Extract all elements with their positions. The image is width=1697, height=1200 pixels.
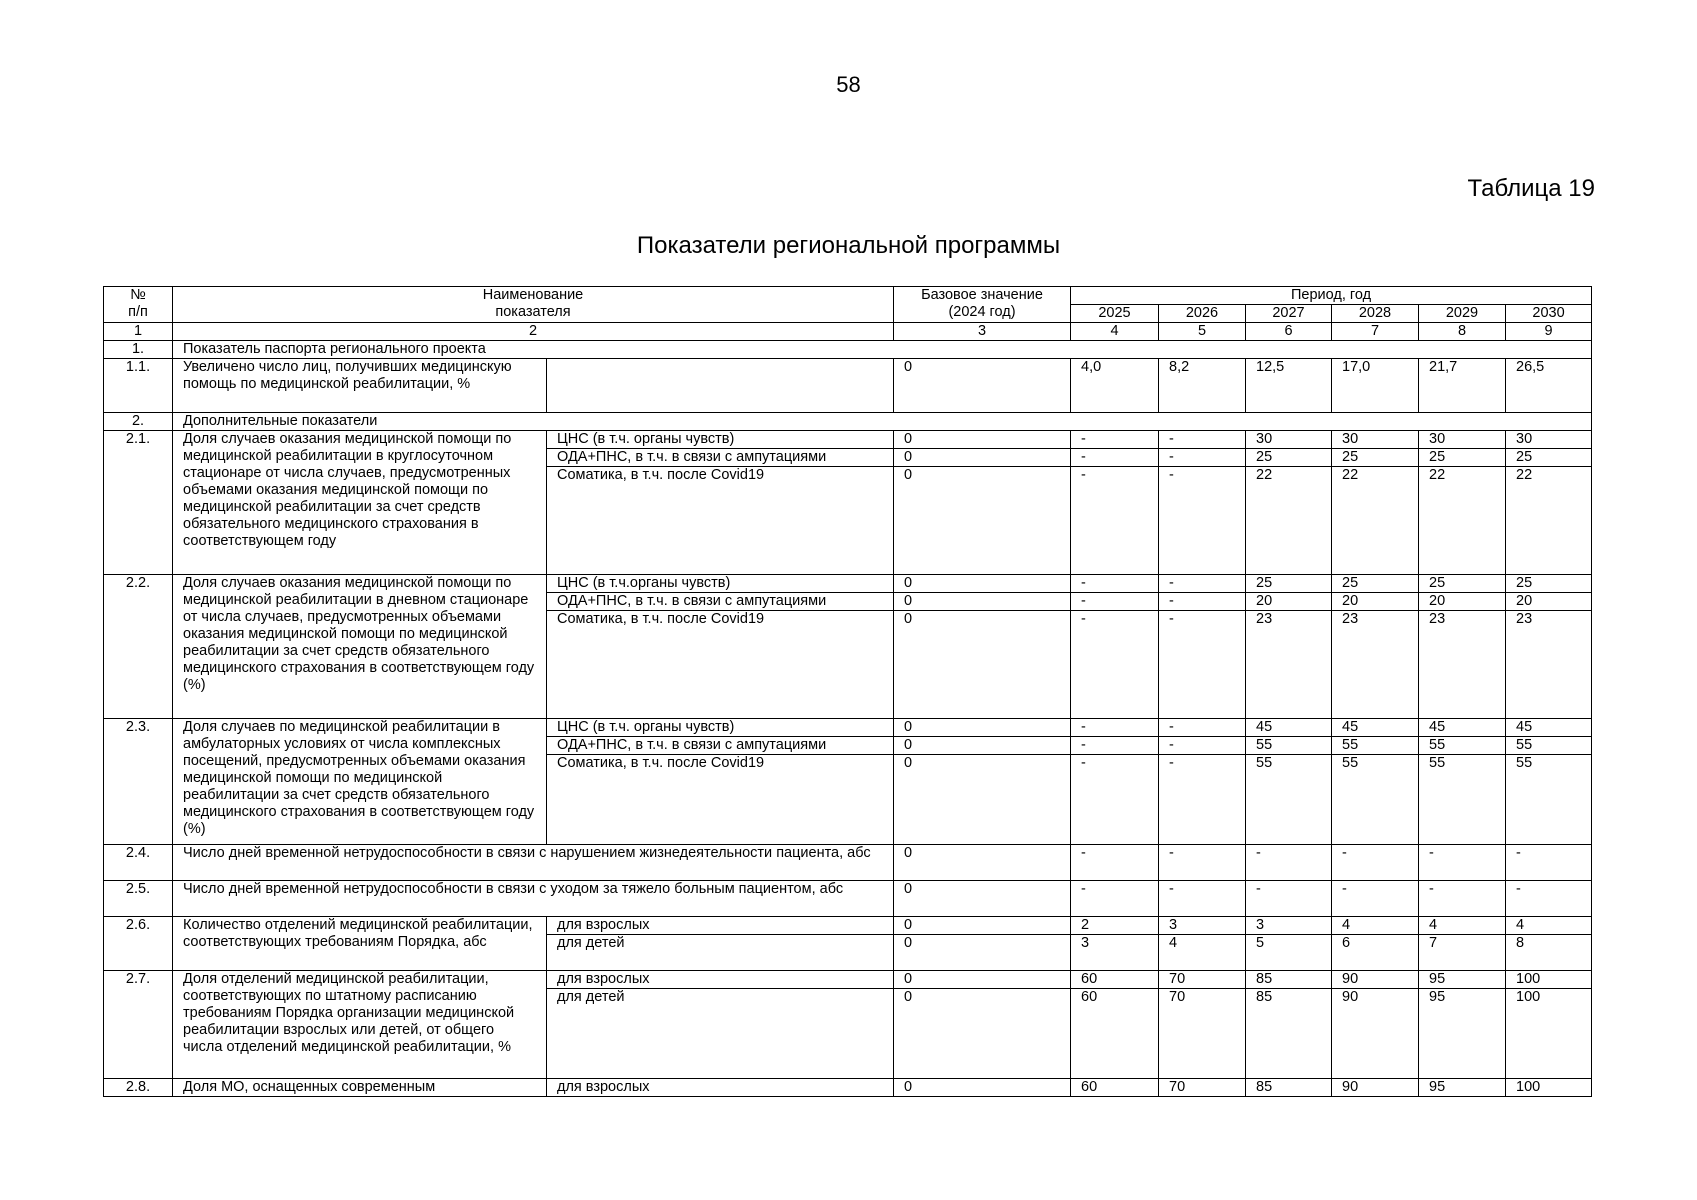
year-value-cell: 23 (1506, 611, 1592, 719)
year-value-cell: - (1506, 845, 1592, 881)
column-numbers-row (104, 323, 1592, 341)
year-value-cell: 23 (1419, 611, 1506, 719)
year-value-cell: 55 (1246, 737, 1332, 755)
year-value-cell: 25 (1506, 449, 1592, 467)
year-value-cell: 8 (1506, 935, 1592, 971)
row-number-cell: 2.1. (104, 431, 173, 575)
year-value-cell: - (1071, 611, 1159, 719)
year-value-cell: 4 (1332, 917, 1419, 935)
base-value-cell: 0 (894, 737, 1071, 755)
year-value-cell: - (1071, 449, 1159, 467)
year-value-cell: 95 (1419, 1079, 1506, 1097)
year-value-cell: 90 (1332, 971, 1419, 989)
year-value-cell: 5 (1246, 935, 1332, 971)
base-value-cell: 0 (894, 917, 1071, 935)
indicator-name-cell: Число дней временной нетрудоспособности в связи с нарушением жизнедеятельности пациента, абс (173, 845, 894, 881)
year-value-cell: 85 (1246, 989, 1332, 1079)
year-value-cell: - (1071, 881, 1159, 917)
year-value-cell: 55 (1419, 737, 1506, 755)
year-value-cell: 4,0 (1071, 359, 1159, 413)
base-value-cell: 0 (894, 845, 1071, 881)
year-value-cell: - (1159, 575, 1246, 593)
col-number: 4 (1071, 323, 1159, 341)
year-value-cell: 12,5 (1246, 359, 1332, 413)
year-value-cell: 55 (1246, 755, 1332, 845)
year-value-cell: 30 (1419, 431, 1506, 449)
indicator-sub-row (104, 719, 1592, 737)
year-value-cell: 55 (1332, 755, 1419, 845)
indicator-sub-cell: для детей (547, 989, 894, 1079)
year-value-cell: 20 (1506, 593, 1592, 611)
section-row (104, 413, 1592, 431)
section-title-cell: Показатель паспорта регионального проекта (173, 341, 1592, 359)
row-number-cell: 1.1. (104, 359, 173, 413)
year-value-cell: 70 (1159, 971, 1246, 989)
year-value-cell: - (1246, 881, 1332, 917)
year-value-cell: 100 (1506, 1079, 1592, 1097)
year-value-cell: - (1071, 755, 1159, 845)
indicator-name-cell: Доля случаев оказания медицинской помощи по медицинской реабилитации в круглосуточном стационаре от числа случаев, предусмотренных объемами оказания медицинской помощи по медицинской реабилитации за счет средств обязательного медицинского страхования в соответствующем году (173, 431, 547, 575)
col-number: 5 (1159, 323, 1246, 341)
row-number-cell: 2.2. (104, 575, 173, 719)
header-base-line1: Базовое значение (921, 287, 1043, 303)
year-value-cell: 4 (1506, 917, 1592, 935)
indicator-sub-cell: для взрослых (547, 917, 894, 935)
year-value-cell: - (1159, 881, 1246, 917)
indicator-sub-row (104, 1079, 1592, 1097)
year-value-cell: - (1332, 881, 1419, 917)
year-value-cell: 70 (1159, 989, 1246, 1079)
col-number: 9 (1506, 323, 1592, 341)
indicator-sub-cell: Соматика, в т.ч. после Covid19 (547, 611, 894, 719)
indicator-name-cell: Число дней временной нетрудоспособности в связи с уходом за тяжело больным пациентом, абс (173, 881, 894, 917)
year-value-cell: 95 (1419, 971, 1506, 989)
header-period: Период, год (1071, 287, 1592, 305)
indicator-name-cell: Доля случаев оказания медицинской помощи по медицинской реабилитации в дневном стационаре от числа случаев, предусмотренных объемами оказания медицинской помощи по медицинской реабилитации за счет средств обязательного медицинского страхования в соответствующем году (%) (173, 575, 547, 719)
year-value-cell: - (1246, 845, 1332, 881)
year-value-cell: 25 (1332, 449, 1419, 467)
header-year: 2027 (1246, 305, 1332, 323)
year-value-cell: 55 (1419, 755, 1506, 845)
base-value-cell: 0 (894, 575, 1071, 593)
header-year: 2030 (1506, 305, 1592, 323)
header-year: 2025 (1071, 305, 1159, 323)
year-value-cell: 30 (1246, 431, 1332, 449)
year-value-cell: 25 (1332, 575, 1419, 593)
header-name-cell (173, 287, 894, 323)
year-value-cell: 90 (1332, 1079, 1419, 1097)
base-value-cell: 0 (894, 755, 1071, 845)
header-row-1 (104, 287, 1592, 305)
year-value-cell: 17,0 (1332, 359, 1419, 413)
year-value-cell: - (1332, 845, 1419, 881)
year-value-cell: 100 (1506, 971, 1592, 989)
row-number-cell: 2.7. (104, 971, 173, 1079)
base-value-cell: 0 (894, 719, 1071, 737)
year-value-cell: - (1159, 737, 1246, 755)
year-value-cell: 95 (1419, 989, 1506, 1079)
year-value-cell: 20 (1246, 593, 1332, 611)
row-number-cell: 1. (104, 341, 173, 359)
document-title: Показатели региональной программы (636, 232, 1061, 259)
year-value-cell: - (1159, 431, 1246, 449)
base-value-cell: 0 (894, 971, 1071, 989)
base-value-cell: 0 (894, 1079, 1071, 1097)
header-year: 2026 (1159, 305, 1246, 323)
section-title-cell: Дополнительные показатели (173, 413, 1592, 431)
year-value-cell: 45 (1419, 719, 1506, 737)
year-value-cell: - (1071, 593, 1159, 611)
page-number: 58 (836, 72, 861, 97)
row-number-cell: 2.5. (104, 881, 173, 917)
year-value-cell: 60 (1071, 989, 1159, 1079)
table-label: Таблица 19 (1467, 175, 1595, 202)
year-value-cell: 85 (1246, 971, 1332, 989)
col-number: 3 (894, 323, 1071, 341)
year-value-cell: 7 (1419, 935, 1506, 971)
year-value-cell: 22 (1332, 467, 1419, 575)
header-num-cell (104, 287, 173, 323)
indicator-name-cell: Увеличено число лиц, получивших медицинскую помощь по медицинской реабилитации, % (173, 359, 547, 413)
year-value-cell: 23 (1332, 611, 1419, 719)
base-value-cell: 0 (894, 935, 1071, 971)
indicator-sub-cell: для детей (547, 935, 894, 971)
indicator-sub-cell: ЦНС (в т.ч.органы чувств) (547, 575, 894, 593)
year-value-cell: 30 (1506, 431, 1592, 449)
header-num-line1: № (130, 287, 146, 303)
year-value-cell: 6 (1332, 935, 1419, 971)
indicator-sub-cell: ОДА+ПНС, в т.ч. в связи с ампутациями (547, 737, 894, 755)
header-name-line2: показателя (495, 304, 571, 320)
indicator-sub-row (104, 971, 1592, 989)
year-value-cell: 20 (1419, 593, 1506, 611)
base-value-cell: 0 (894, 359, 1071, 413)
year-value-cell: 2 (1071, 917, 1159, 935)
header-year: 2028 (1332, 305, 1419, 323)
indicator-sub-row (104, 917, 1592, 935)
row-number-cell: 2.8. (104, 1079, 173, 1097)
year-value-cell: 45 (1332, 719, 1419, 737)
year-value-cell: 85 (1246, 1079, 1332, 1097)
col-number: 1 (104, 323, 173, 341)
indicator-row (104, 881, 1592, 917)
header-name-line1: Наименование (482, 287, 584, 303)
year-value-cell: - (1071, 575, 1159, 593)
indicator-sub-cell: ОДА+ПНС, в т.ч. в связи с ампутациями (547, 593, 894, 611)
year-value-cell: - (1159, 845, 1246, 881)
indicator-sub-row (104, 575, 1592, 593)
indicator-row (104, 845, 1592, 881)
year-value-cell: 55 (1506, 755, 1592, 845)
year-value-cell: - (1071, 467, 1159, 575)
base-value-cell: 0 (894, 449, 1071, 467)
header-base-line2: (2024 год) (948, 304, 1016, 320)
year-value-cell: - (1159, 611, 1246, 719)
year-value-cell: 25 (1419, 449, 1506, 467)
indicator-name-cell: Доля случаев по медицинской реабилитации в амбулаторных условиях от числа комплексных посещений, предусмотренных объемами оказания медицинской помощи по медицинской реабилитации за счет средств обязательного медицинского страхования в соответствующем году (%) (173, 719, 547, 845)
year-value-cell: 22 (1506, 467, 1592, 575)
base-value-cell: 0 (894, 593, 1071, 611)
year-value-cell: 60 (1071, 1079, 1159, 1097)
indicator-name-cell: Доля отделений медицинской реабилитации, соответствующих по штатному расписанию требованиям Порядка организации медицинской реабилитации взрослых или детей, от общего числа отделений медицинской реабилитации, % (173, 971, 547, 1079)
indicator-name-cell: Доля МО, оснащенных современным (173, 1079, 547, 1097)
year-value-cell: - (1159, 593, 1246, 611)
indicator-sub-cell (547, 359, 894, 413)
year-value-cell: 45 (1506, 719, 1592, 737)
year-value-cell: - (1159, 719, 1246, 737)
year-value-cell: - (1419, 881, 1506, 917)
year-value-cell: 25 (1419, 575, 1506, 593)
indicator-sub-cell: Соматика, в т.ч. после Covid19 (547, 755, 894, 845)
year-value-cell: - (1071, 737, 1159, 755)
col-number: 7 (1332, 323, 1419, 341)
year-value-cell: 45 (1246, 719, 1332, 737)
section-row (104, 341, 1592, 359)
year-value-cell: - (1159, 755, 1246, 845)
row-number-cell: 2.4. (104, 845, 173, 881)
year-value-cell: 3 (1159, 917, 1246, 935)
year-value-cell: - (1071, 845, 1159, 881)
row-number-cell: 2.3. (104, 719, 173, 845)
year-value-cell: 22 (1246, 467, 1332, 575)
base-value-cell: 0 (894, 989, 1071, 1079)
indicator-name-cell: Количество отделений медицинской реабилитации, соответствующих требованиям Порядка, абс (173, 917, 547, 971)
year-value-cell: 25 (1246, 575, 1332, 593)
year-value-cell: 4 (1419, 917, 1506, 935)
col-number: 2 (173, 323, 894, 341)
year-value-cell: - (1506, 881, 1592, 917)
year-value-cell: 3 (1071, 935, 1159, 971)
year-value-cell: 25 (1246, 449, 1332, 467)
year-value-cell: - (1071, 431, 1159, 449)
year-value-cell: 25 (1506, 575, 1592, 593)
indicator-row (104, 359, 1592, 413)
year-value-cell: 70 (1159, 1079, 1246, 1097)
row-number-cell: 2. (104, 413, 173, 431)
indicator-sub-row (104, 431, 1592, 449)
year-value-cell: 55 (1332, 737, 1419, 755)
year-value-cell: 4 (1159, 935, 1246, 971)
header-num-line2: п/п (128, 304, 148, 320)
year-value-cell: - (1159, 467, 1246, 575)
year-value-cell: 55 (1506, 737, 1592, 755)
base-value-cell: 0 (894, 467, 1071, 575)
header-year: 2029 (1419, 305, 1506, 323)
header-base-cell (894, 287, 1071, 323)
year-value-cell: 21,7 (1419, 359, 1506, 413)
year-value-cell: 20 (1332, 593, 1419, 611)
year-value-cell: 3 (1246, 917, 1332, 935)
base-value-cell: 0 (894, 881, 1071, 917)
year-value-cell: 26,5 (1506, 359, 1592, 413)
year-value-cell: 90 (1332, 989, 1419, 1079)
year-value-cell: - (1419, 845, 1506, 881)
year-value-cell: 22 (1419, 467, 1506, 575)
base-value-cell: 0 (894, 611, 1071, 719)
indicators-table (103, 286, 1592, 1097)
indicator-sub-cell: ЦНС (в т.ч. органы чувств) (547, 431, 894, 449)
year-value-cell: 8,2 (1159, 359, 1246, 413)
col-number: 8 (1419, 323, 1506, 341)
col-number: 6 (1246, 323, 1332, 341)
year-value-cell: 60 (1071, 971, 1159, 989)
year-value-cell: - (1159, 449, 1246, 467)
row-number-cell: 2.6. (104, 917, 173, 971)
base-value-cell: 0 (894, 431, 1071, 449)
year-value-cell: - (1071, 719, 1159, 737)
indicator-sub-cell: Соматика, в т.ч. после Covid19 (547, 467, 894, 575)
year-value-cell: 30 (1332, 431, 1419, 449)
year-value-cell: 23 (1246, 611, 1332, 719)
indicator-sub-cell: ОДА+ПНС, в т.ч. в связи с ампутациями (547, 449, 894, 467)
indicator-sub-cell: для взрослых (547, 971, 894, 989)
year-value-cell: 100 (1506, 989, 1592, 1079)
indicator-sub-cell: для взрослых (547, 1079, 894, 1097)
indicator-sub-cell: ЦНС (в т.ч. органы чувств) (547, 719, 894, 737)
